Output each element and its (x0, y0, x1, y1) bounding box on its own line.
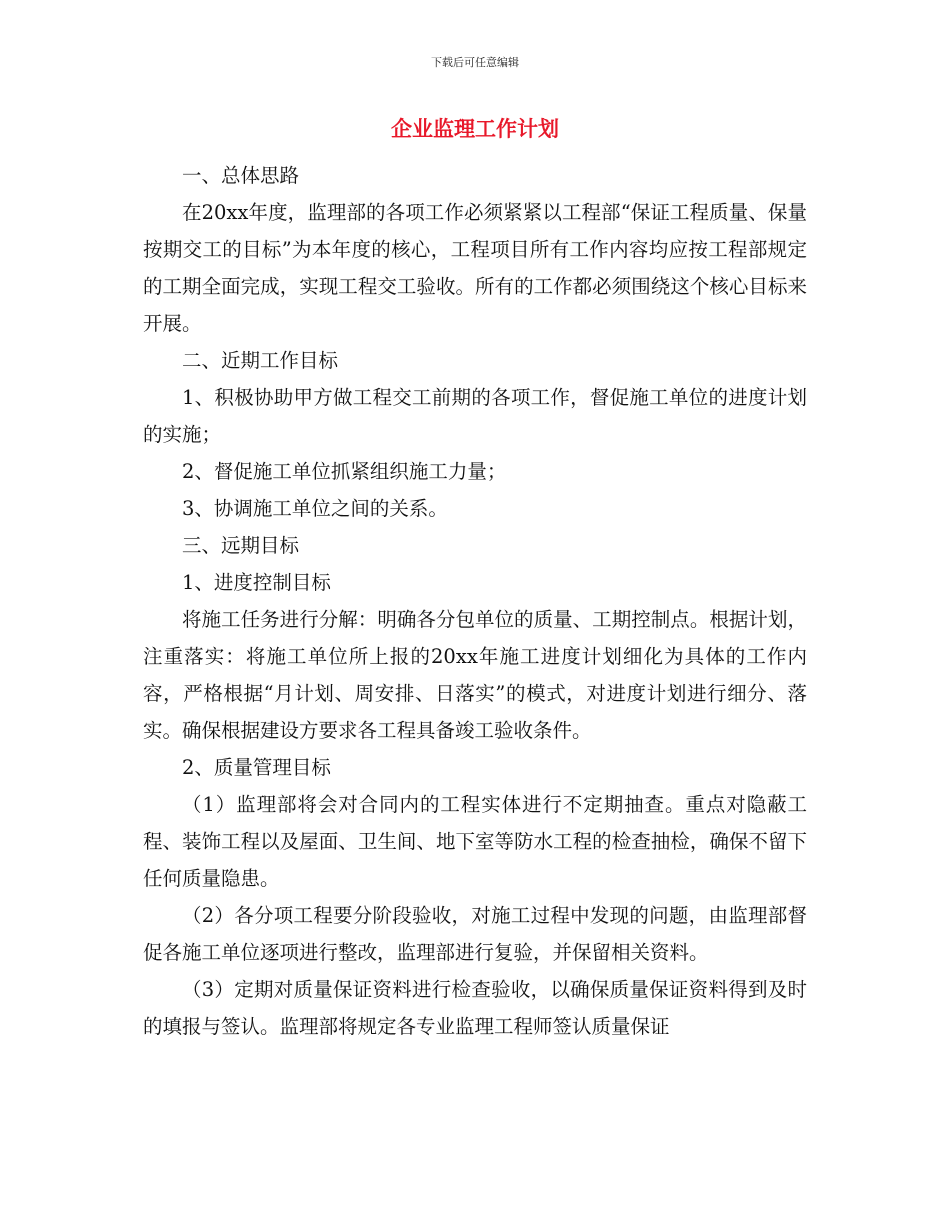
paragraph: （1）监理部将会对合同内的工程实体进行不定期抽查。重点对隐蔽工程、装饰工程以及屋面、卫生间、地下室等防水工程的检查抽检，确保不留下任何质量隐患。 (143, 793, 807, 890)
document-title: 企业监理工作计划 (391, 117, 559, 141)
section-heading: 一、总体思路 (182, 164, 300, 187)
paragraph: （2）各分项工程要分阶段验收，对施工过程中发现的问题，由监理部督促各施工单位逐项进行整改，监理部进行复验，并保留相关资料。 (143, 904, 807, 964)
section-heading: 二、近期工作目标 (182, 349, 339, 372)
document-body (143, 157, 807, 1045)
page-header: 下载后可任意编辑 (431, 56, 519, 69)
paragraph: （3）定期对质量保证资料进行检查验收，以确保质量保证资料得到及时的填报与签认。监理部将规定各专业监理工程师签认质量保证 (143, 978, 807, 1038)
list-item: 1、积极协助甲方做工程交工前期的各项工作，督促施工单位的进度计划的实施； (143, 386, 807, 446)
list-item: 3、协调施工单位之间的关系。 (182, 497, 448, 520)
list-item: 2、督促施工单位抓紧组织施工力量； (182, 460, 507, 483)
section-heading: 三、远期目标 (182, 534, 300, 557)
subsection-heading: 1、进度控制目标 (182, 571, 331, 594)
paragraph: 将施工任务进行分解：明确各分包单位的质量、工期控制点。根据计划，注重落实：将施工单位所上报的20xx年施工进度计划细化为具体的工作内容，严格根据“月计划、周安排、日落实”的模式，对进度计划进行细分、落实。确保根据建设方要求各工程具备竣工验收条件。 (143, 608, 807, 742)
paragraph: 在20xx年度，监理部的各项工作必须紧紧以工程部“保证工程质量、保量按期交工的目标”为本年度的核心，工程项目所有工作内容均应按工程部规定的工期全面完成，实现工程交工验收。所有的工作都必须围绕这个核心目标来开展。 (143, 201, 807, 335)
subsection-heading: 2、质量管理目标 (182, 756, 331, 779)
